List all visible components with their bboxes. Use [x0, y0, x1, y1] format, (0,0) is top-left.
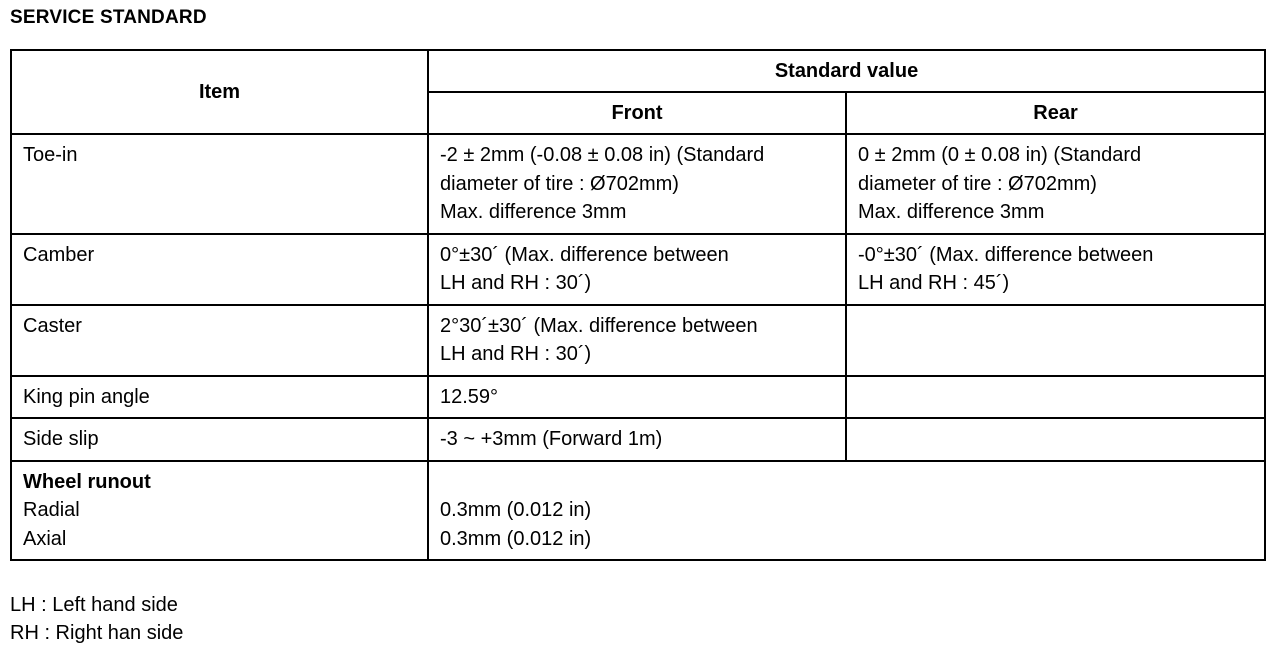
- cell-front: [428, 418, 846, 461]
- header-rear: Rear: [846, 92, 1265, 134]
- cell-line: diameter of tire : Ø702mm): [440, 172, 679, 195]
- wheel-runout-title: Wheel runout: [23, 470, 151, 493]
- cell-line: LH and RH : 30´): [440, 272, 592, 294]
- cell-item: King pin angle: [11, 376, 428, 419]
- header-item: Item: [11, 50, 428, 134]
- cell-item: Toe-in: [11, 134, 428, 234]
- table-row: [11, 234, 1265, 305]
- cell-front-rear-merged: [428, 461, 1265, 561]
- cell-item: Caster: [11, 305, 428, 376]
- table-row: [11, 461, 1265, 561]
- cell-line: LH and RH : 45´): [858, 272, 1010, 294]
- radial-label: Radial: [23, 499, 80, 521]
- cell-rear: [846, 234, 1265, 305]
- axial-label: Axial: [23, 527, 67, 550]
- cell-rear-empty: [846, 376, 1265, 419]
- cell-item: [11, 461, 428, 561]
- table-row: [11, 418, 1265, 461]
- cell-line: LH and RH : 30´): [440, 343, 592, 365]
- table-row: [11, 305, 1265, 376]
- cell-line: -0°±30´ (Max. difference between: [858, 243, 1154, 266]
- legend: [10, 591, 183, 647]
- cell-front: [428, 376, 846, 419]
- cell-line: 0 ± 2mm (0 ± 0.08 in) (Standard: [858, 144, 1142, 166]
- legend-lh: LH : Left hand side: [10, 594, 178, 616]
- legend-rh: RH : Right han side: [10, 622, 184, 644]
- cell-line: 0°±30´ (Max. difference between: [440, 243, 729, 266]
- cell-line: -2 ± 2mm (-0.08 ± 0.08 in) (Standard: [440, 144, 765, 166]
- cell-item: Side slip: [11, 418, 428, 461]
- cell-front: [428, 234, 846, 305]
- table-row: [11, 376, 1265, 419]
- cell-line: Max. difference 3mm: [440, 201, 627, 223]
- radial-value: 0.3mm (0.012 in): [440, 499, 592, 521]
- service-standard-table: [10, 49, 1266, 561]
- cell-line: Max. difference 3mm: [858, 201, 1045, 223]
- axial-value: 0.3mm (0.012 in): [440, 527, 592, 550]
- table-row: [11, 134, 1265, 234]
- cell-front: [428, 305, 846, 376]
- cell-rear-empty: [846, 305, 1265, 376]
- cell-rear: [846, 134, 1265, 234]
- header-front: Front: [428, 92, 846, 134]
- cell-line: 12.59°: [440, 385, 499, 408]
- cell-line: diameter of tire : Ø702mm): [858, 172, 1097, 195]
- cell-line: -3 ~ +3mm (Forward 1m): [440, 428, 663, 450]
- cell-front: [428, 134, 846, 234]
- cell-line: 2°30´±30´ (Max. difference between: [440, 314, 758, 337]
- cell-rear-empty: [846, 418, 1265, 461]
- page-title: SERVICE STANDARD: [10, 7, 207, 28]
- cell-item: Camber: [11, 234, 428, 305]
- header-standard-value: Standard value: [428, 50, 1265, 92]
- cell-line-spacer: [440, 468, 1254, 497]
